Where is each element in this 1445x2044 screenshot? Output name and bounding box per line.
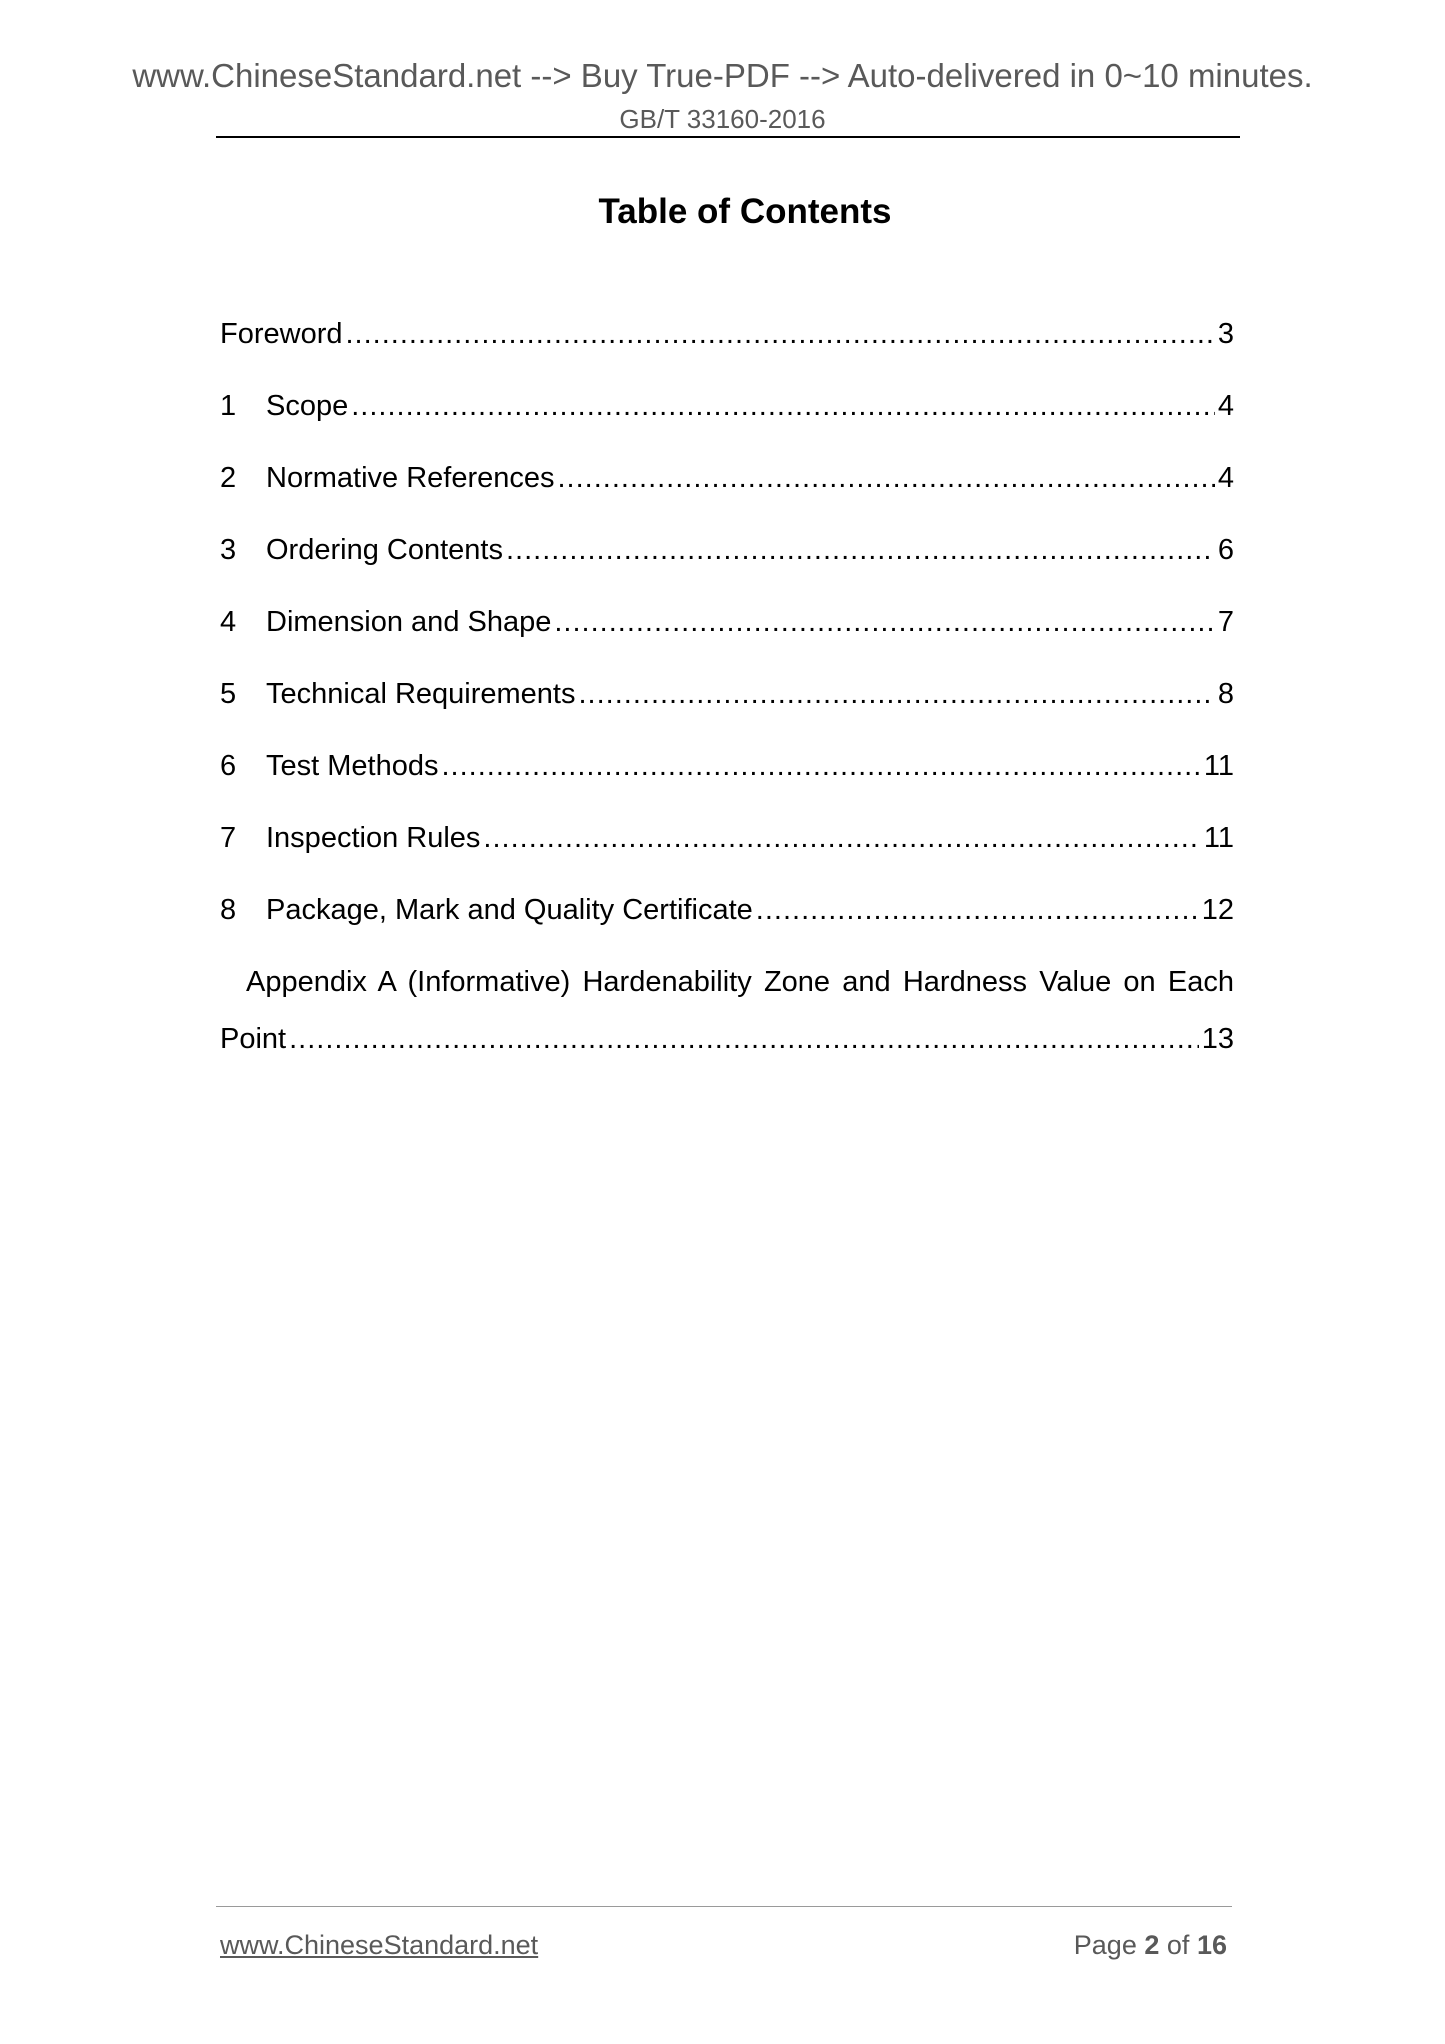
toc-page-number: 3 bbox=[1217, 318, 1234, 350]
toc-leader-dots bbox=[346, 316, 1215, 352]
toc-page-number: 12 bbox=[1201, 894, 1234, 926]
toc-page-number: 13 bbox=[1201, 1023, 1234, 1055]
footer-website-link[interactable]: www.ChineseStandard.net bbox=[220, 1930, 539, 1960]
toc-leader-dots bbox=[506, 532, 1215, 568]
toc-leader-dots bbox=[483, 820, 1200, 856]
toc-entry-package-mark-certificate[interactable] bbox=[220, 892, 1234, 928]
toc-leader-dots bbox=[289, 1021, 1199, 1057]
toc-page-number: 11 bbox=[1203, 822, 1234, 854]
toc-section-number: 4 bbox=[220, 606, 237, 638]
toc-section-number: 3 bbox=[220, 534, 237, 566]
toc-entry-ordering-contents[interactable] bbox=[220, 532, 1234, 568]
toc-entry-technical-requirements[interactable] bbox=[220, 676, 1234, 712]
header-divider bbox=[216, 136, 1240, 138]
toc-page-number: 6 bbox=[1217, 534, 1234, 566]
toc-section-number: 1 bbox=[220, 390, 237, 422]
header-banner: www.ChineseStandard.net --> Buy True-PDF --> Auto-delivered in 0~10 minutes. bbox=[132, 57, 1313, 94]
toc-page-number: 8 bbox=[1217, 678, 1234, 710]
toc-label: Ordering Contents bbox=[266, 534, 503, 566]
toc-section-number: 7 bbox=[220, 822, 237, 854]
toc-section-number: 5 bbox=[220, 678, 237, 710]
toc-label: Point bbox=[220, 1023, 287, 1055]
toc-label: Package, Mark and Quality Certificate bbox=[266, 894, 753, 926]
toc-page-number: 11 bbox=[1203, 750, 1234, 782]
page-indicator bbox=[1074, 1928, 1227, 1962]
toc-leader-dots bbox=[578, 676, 1214, 712]
page-title: Table of Contents bbox=[598, 192, 892, 231]
toc-entry-appendix-a[interactable]: Appendix A (Informative) Hardenability Zone and Hardness Value on Each bbox=[246, 966, 1234, 998]
toc-page-number: 4 bbox=[1217, 390, 1234, 422]
toc-section-number: 2 bbox=[220, 462, 237, 494]
toc-label: Test Methods bbox=[266, 750, 439, 782]
page-label: Page bbox=[1073, 1930, 1137, 1960]
toc-label: Inspection Rules bbox=[266, 822, 481, 854]
toc-section-number: 8 bbox=[220, 894, 237, 926]
current-page-number: 2 bbox=[1144, 1930, 1160, 1960]
toc-label: Foreword bbox=[220, 318, 343, 350]
footer-divider bbox=[216, 1906, 1232, 1907]
toc-section-number: 6 bbox=[220, 750, 237, 782]
toc-leader-dots bbox=[351, 388, 1215, 424]
toc-page-number: 7 bbox=[1217, 606, 1234, 638]
toc-entry-test-methods[interactable] bbox=[220, 748, 1234, 784]
toc-entry-scope[interactable] bbox=[220, 388, 1234, 424]
toc-label: Scope bbox=[266, 390, 349, 422]
toc-label: Dimension and Shape bbox=[266, 606, 552, 638]
standard-number: GB/T 33160-2016 bbox=[619, 104, 826, 134]
toc-entry-foreword[interactable] bbox=[220, 316, 1234, 352]
page-of-label: of bbox=[1166, 1930, 1190, 1960]
toc-leader-dots bbox=[558, 460, 1215, 496]
toc-entry-appendix-a-continued[interactable] bbox=[220, 1021, 1234, 1057]
toc-label: Technical Requirements bbox=[266, 678, 576, 710]
toc-leader-dots bbox=[554, 604, 1215, 640]
toc-leader-dots bbox=[756, 892, 1199, 928]
toc-label: Normative References bbox=[266, 462, 555, 494]
toc-leader-dots bbox=[441, 748, 1200, 784]
toc-entry-normative-references[interactable] bbox=[220, 460, 1234, 496]
toc-entry-dimension-and-shape[interactable] bbox=[220, 604, 1234, 640]
toc-entry-inspection-rules[interactable] bbox=[220, 820, 1234, 856]
toc-page-number: 4 bbox=[1217, 462, 1234, 494]
total-page-count: 16 bbox=[1196, 1930, 1227, 1960]
